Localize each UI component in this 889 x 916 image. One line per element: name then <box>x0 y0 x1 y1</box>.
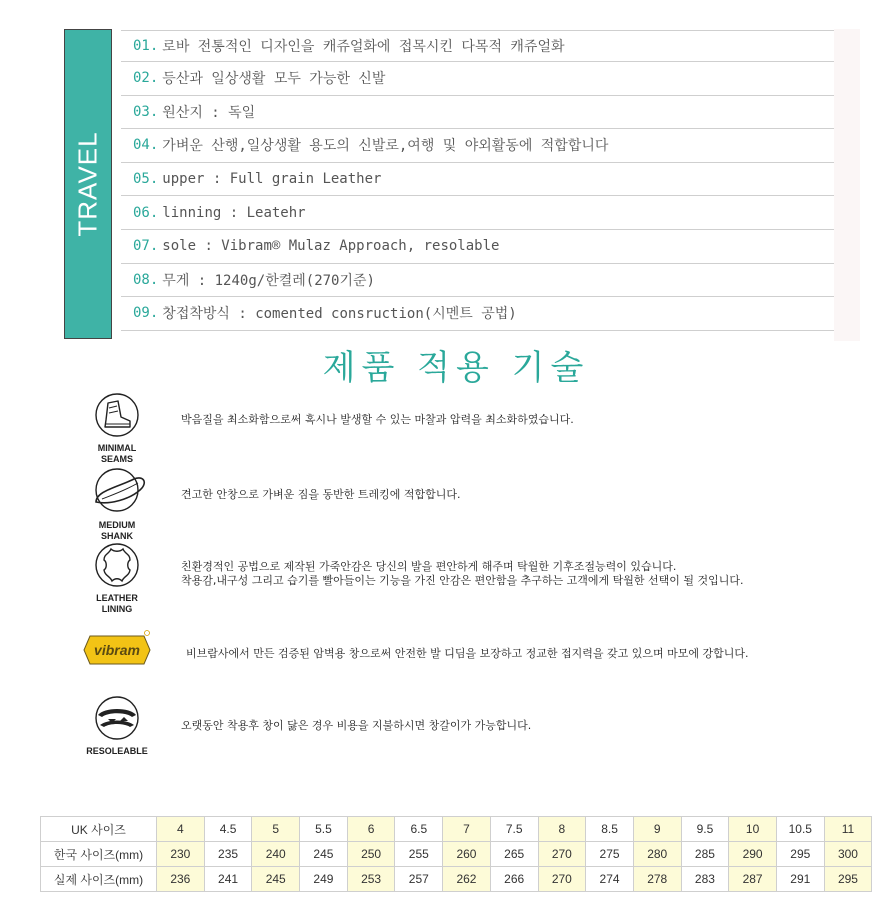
spec-item <box>121 30 834 62</box>
size-table-cell: 249 <box>300 867 348 892</box>
spec-item-text: 창접착방식 : comented consruction(시멘트 공법) <box>162 306 517 323</box>
spec-list <box>121 30 834 331</box>
spec-item <box>121 264 834 298</box>
size-table-cell: 245 <box>300 842 348 867</box>
tech-item-leather-lining <box>78 540 868 612</box>
size-table-cell: 257 <box>395 867 443 892</box>
size-table-row <box>41 867 872 892</box>
tech-caption: SEAMS <box>100 454 133 464</box>
tech-description <box>186 647 749 661</box>
size-table-cell: 295 <box>824 867 872 892</box>
size-table-cell: 5 <box>252 817 300 842</box>
tech-description-line: 착용감,내구성 그리고 습기를 빨아들이는 기능을 가진 안감은 편안함을 추구하는 고객에게 탁월한 선택이 될 것입니다. <box>181 574 744 587</box>
tech-caption: SHANK <box>100 531 133 541</box>
size-table-cell: 8 <box>538 817 586 842</box>
size-table-row <box>41 817 872 842</box>
size-table-cell: 11 <box>824 817 872 842</box>
size-table-cell: 240 <box>252 842 300 867</box>
tech-description-line: 친환경적인 공법으로 제작된 가죽안감은 당신의 발을 편안하게 해주며 탁월한 기후조절능력이 있습니다. <box>181 560 677 573</box>
spec-item-text: 등산과 일상생활 모두 가능한 신발 <box>162 71 386 88</box>
spec-item-text: 무게 : 1240g/한켤레(270기준) <box>162 272 375 289</box>
tech-description-line: 견고한 안창으로 가벼운 짐을 동반한 트레킹에 적합합니다. <box>181 488 461 501</box>
tech-description <box>181 488 461 502</box>
tech-caption: RESOLEABLE <box>86 746 148 756</box>
tech-item-minimal-seams <box>78 390 868 464</box>
size-table-row-header: 실제 사이즈(mm) <box>41 867 157 892</box>
tech-icon-wrap <box>78 695 156 756</box>
spec-item-number: 01. <box>133 38 159 54</box>
vibram-logo-text: vibram <box>94 642 140 658</box>
category-box <box>64 29 112 339</box>
spec-item <box>121 196 834 230</box>
size-table-cell: 235 <box>204 842 252 867</box>
size-table-cell: 236 <box>157 867 205 892</box>
category-label: TRAVEL <box>72 131 103 237</box>
size-table-cell: 10.5 <box>776 817 824 842</box>
spec-item <box>121 62 834 96</box>
spec-item-text: 로바 전통적인 디자인을 캐쥬얼화에 접목시킨 다목적 캐쥬얼화 <box>162 39 565 55</box>
spec-item-number: 03. <box>133 103 159 120</box>
tech-caption: LEATHER <box>96 593 138 603</box>
size-table-cell: 290 <box>729 842 777 867</box>
spec-item-number: 06. <box>133 204 159 221</box>
size-table-cell: 262 <box>443 867 491 892</box>
spec-item-text: upper : Full grain Leather <box>162 171 382 188</box>
spec-item <box>121 163 834 197</box>
tech-item-medium-shank <box>78 465 868 541</box>
size-table-cell: 260 <box>443 842 491 867</box>
spec-item <box>121 96 834 130</box>
spec-item <box>121 129 834 163</box>
tech-icon-wrap <box>78 465 156 541</box>
size-table-cell: 7 <box>443 817 491 842</box>
size-table-cell: 270 <box>538 867 586 892</box>
size-table-cell: 280 <box>633 842 681 867</box>
tech-description <box>181 413 574 427</box>
spec-side-shade <box>834 29 860 341</box>
size-table-cell: 274 <box>586 867 634 892</box>
size-table-cell: 265 <box>490 842 538 867</box>
spec-item-text: sole : Vibram® Mulaz Approach, resolable <box>162 238 500 255</box>
size-table-cell: 4.5 <box>204 817 252 842</box>
vibram-logo-icon <box>78 628 156 672</box>
size-table-cell: 300 <box>824 842 872 867</box>
size-table-cell: 270 <box>538 842 586 867</box>
tech-description <box>181 560 744 588</box>
tech-description-line: 박음질을 최소화함으로써 혹시나 발생할 수 있는 마찰과 압력을 최소화하였습니다. <box>181 413 574 426</box>
tech-icon-wrap <box>78 390 156 464</box>
size-table-cell: 10 <box>729 817 777 842</box>
spec-item-text: 원산지 : 독일 <box>162 104 256 121</box>
spec-item-number: 07. <box>133 238 159 255</box>
size-table-cell: 283 <box>681 867 729 892</box>
size-table <box>40 816 872 892</box>
size-table-cell: 266 <box>490 867 538 892</box>
tech-caption: MINIMAL <box>97 443 137 453</box>
spec-item-text: linning : Leatehr <box>162 204 306 221</box>
size-table-cell: 253 <box>347 867 395 892</box>
spec-item <box>121 230 834 264</box>
size-table-cell: 6.5 <box>395 817 443 842</box>
spec-item <box>121 297 834 331</box>
size-table-cell: 230 <box>157 842 205 867</box>
tech-description-line: 오랫동안 착용후 창이 닳은 경우 비용을 지불하시면 창갈이가 가능합니다. <box>181 719 532 732</box>
tech-description <box>181 719 531 733</box>
size-table-cell: 275 <box>586 842 634 867</box>
tech-caption: LINING <box>101 604 133 614</box>
size-table-cell: 291 <box>776 867 824 892</box>
spec-item-text: 가벼운 산행,일상생활 용도의 신발로,여행 및 야외활동에 적합합니다 <box>162 138 609 155</box>
size-table-row-header: UK 사이즈 <box>41 817 157 842</box>
size-table-cell: 285 <box>681 842 729 867</box>
size-table-cell: 8.5 <box>586 817 634 842</box>
size-table-cell: 295 <box>776 842 824 867</box>
tech-description-line: 비브람사에서 만든 검증된 암벽용 창으로써 안전한 발 디딤을 보장하고 정교한 접지력을 갖고 있으며 마모에 강합니다. <box>186 647 749 660</box>
tech-item-vibram <box>78 628 868 678</box>
tech-caption: MEDIUM <box>98 520 136 530</box>
size-table-cell: 6 <box>347 817 395 842</box>
size-table-cell: 278 <box>633 867 681 892</box>
shoe-sole-icon <box>78 465 156 515</box>
size-table-cell: 7.5 <box>490 817 538 842</box>
resole-icon <box>78 695 156 741</box>
size-table-row <box>41 842 872 867</box>
size-table-cell: 245 <box>252 867 300 892</box>
size-table-cell: 255 <box>395 842 443 867</box>
spec-section <box>64 29 860 341</box>
leather-hide-icon <box>78 540 156 588</box>
spec-item-number: 08. <box>133 271 159 288</box>
spec-item-number: 04. <box>133 137 159 154</box>
size-table-row-header: 한국 사이즈(mm) <box>41 842 157 867</box>
spec-item-number: 09. <box>133 305 159 322</box>
size-table-cell: 241 <box>204 867 252 892</box>
tech-icon-wrap <box>78 540 156 614</box>
size-table-cell: 287 <box>729 867 777 892</box>
size-table-cell: 250 <box>347 842 395 867</box>
size-table-cell: 5.5 <box>300 817 348 842</box>
boot-icon <box>78 390 156 438</box>
size-table-cell: 9 <box>633 817 681 842</box>
tech-section-title: 제품 적용 기술 <box>322 348 590 388</box>
tech-icon-wrap <box>78 628 156 676</box>
size-table-cell: 4 <box>157 817 205 842</box>
tech-item-resoleable <box>78 695 868 755</box>
spec-item-number: 05. <box>133 171 159 188</box>
size-table-cell: 9.5 <box>681 817 729 842</box>
spec-item-number: 02. <box>133 70 159 87</box>
